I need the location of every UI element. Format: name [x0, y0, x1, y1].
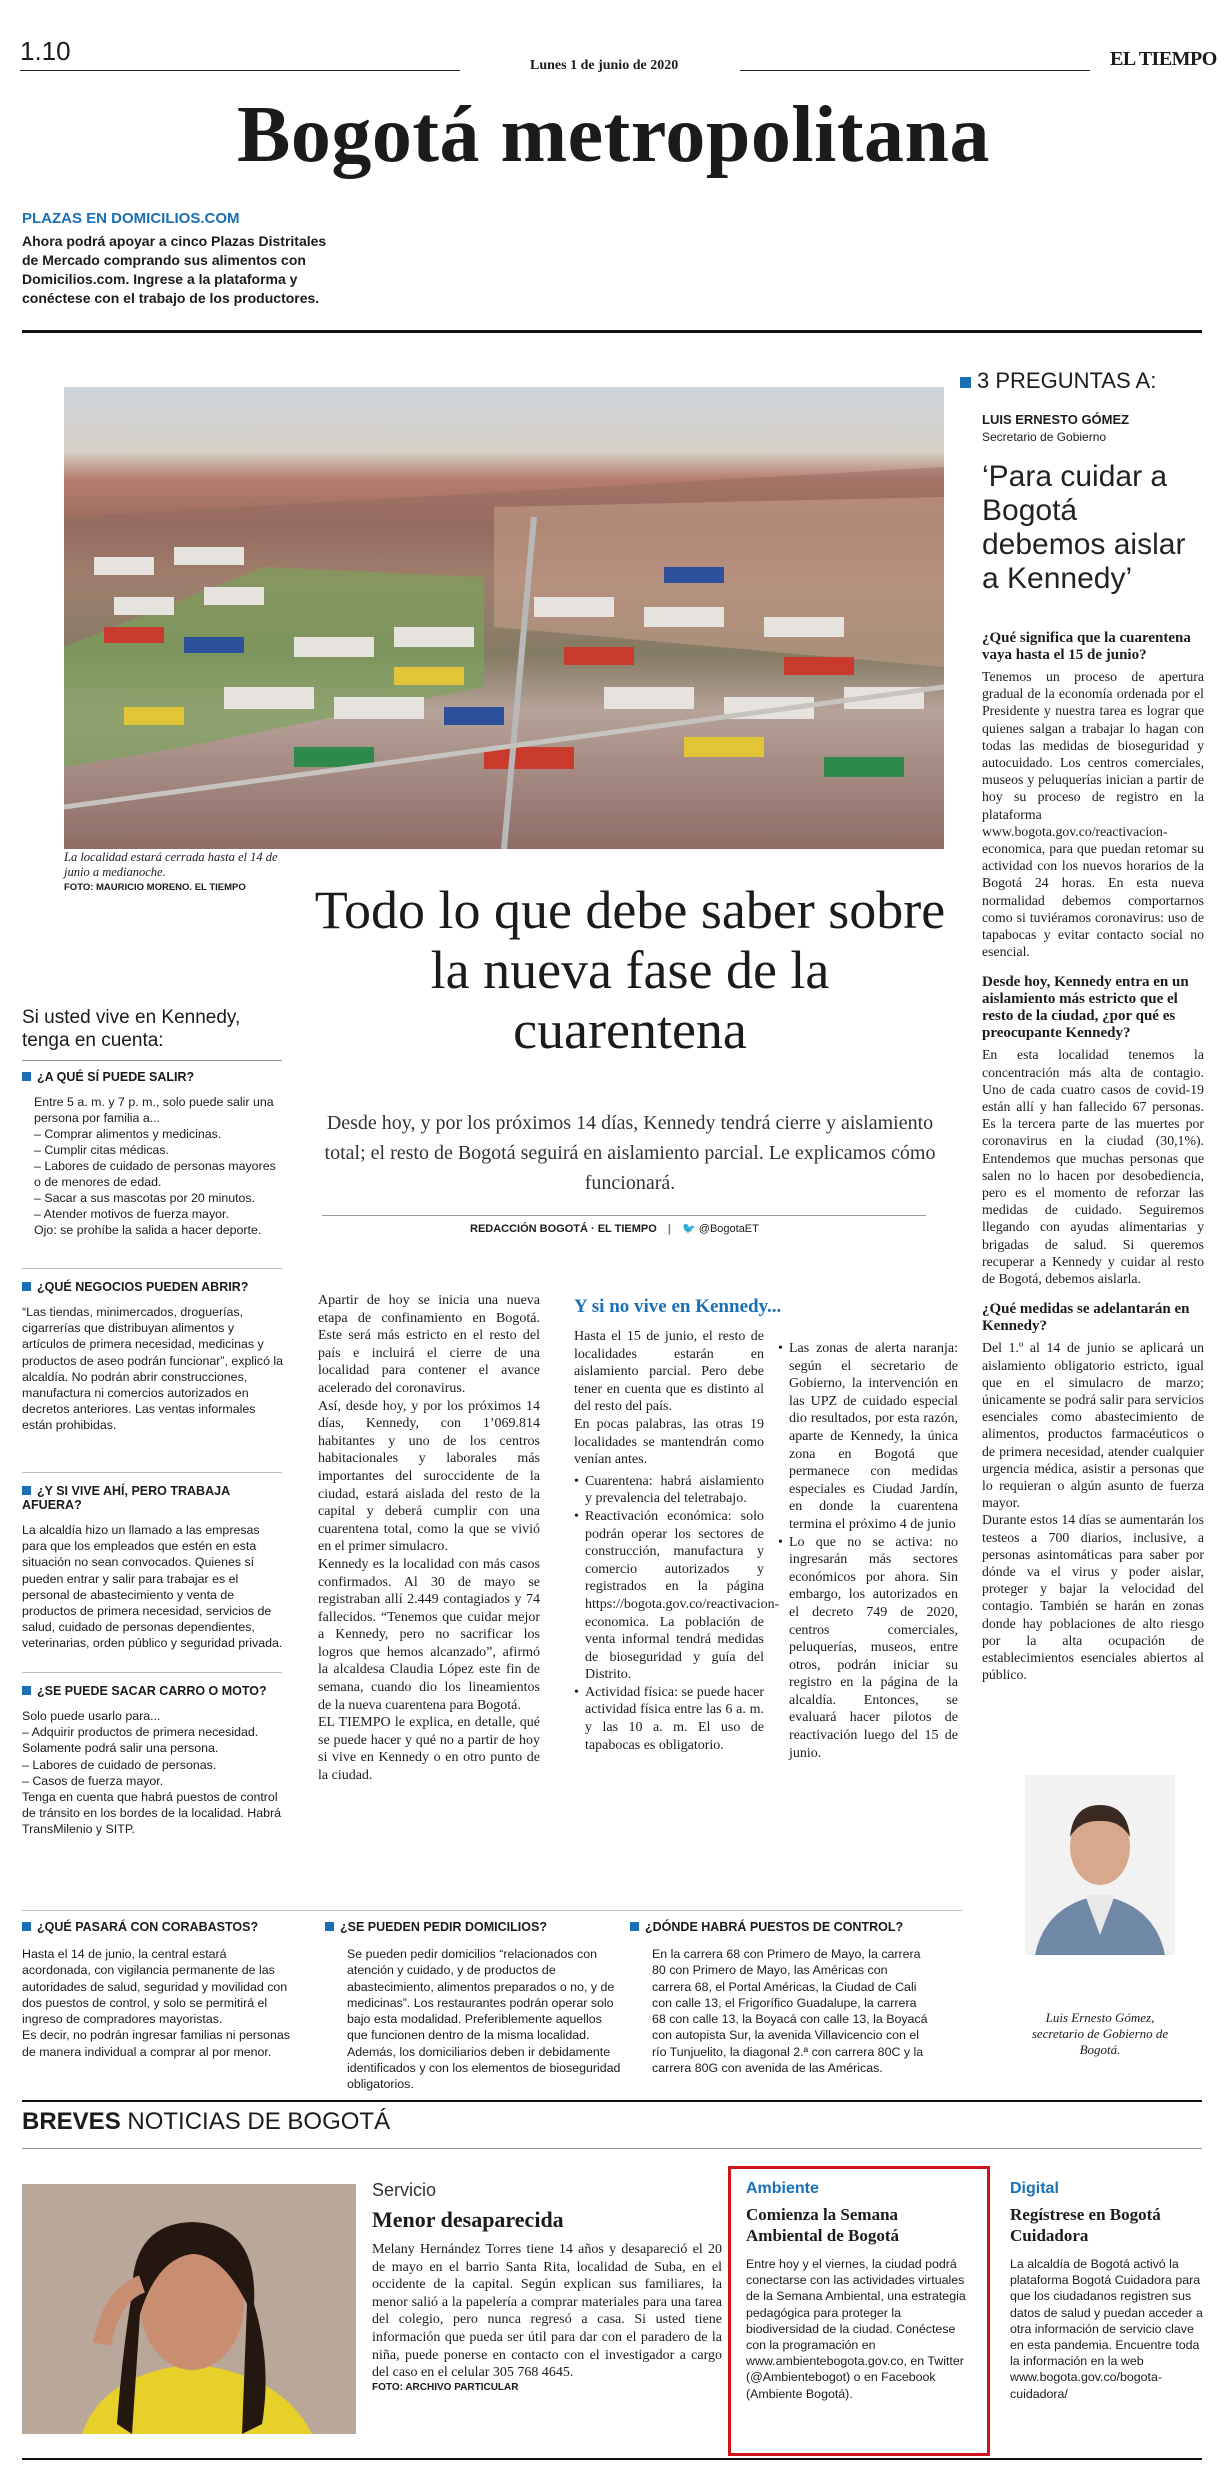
breve-item [372, 2180, 722, 2393]
page-number: 1.10 [20, 36, 71, 66]
missing-girl-photo [22, 2184, 356, 2434]
list-item: • Reactivación económica: solo podrán operar los sectores de construcción, manufactura y comercio autorizados y registrados en la página https://bogota.gov.co/reactivacion-economica. La población de venta informal tendrá medidas de bioseguridad y guía del Distrito. [574, 1508, 764, 1684]
sidebar-section [22, 1684, 284, 1838]
info-box-title: ¿DÓNDE HABRÁ PUESTOS DE CONTROL? [645, 1920, 904, 1934]
portrait-photo [1025, 1775, 1175, 1955]
kennedy-aerial-photo [64, 387, 944, 849]
breves-sublabel: NOTICIAS DE BOGOTÁ [127, 2108, 391, 2135]
sidebar-section-title: ¿Y SI VIVE AHÍ, PERO TRABAJA AFUERA? [22, 1484, 230, 1512]
byline-twitter: @BogotaET [698, 1223, 759, 1235]
info-box-text: Hasta el 14 de junio, la central estará acordonada, con vigilancia permanente de las autoridades de salud, seguridad y movilidad con dos puestos de control, y solo se permitirá el ingreso de compradores mayoristas. Es decir, no podrán ingresar familias ni personas de manera individual a comprar al por menor. [22, 1947, 290, 2059]
info-box [22, 1920, 297, 2060]
article-column-2 [574, 1328, 780, 1754]
breve-text: La alcaldía de Bogotá activó la plataforma Bogotá Cuidadora para que los ciudadanos registren sus datos de salud y puedan acceder a otra información de servicio clave en esta pandemia. Encuentre toda la información en la web www.bogota.gov.co/bogota-cuidadora/ [1010, 2257, 1203, 2401]
sidebar-section-text: Solo puede usarlo para... – Adquirir productos de primera necesidad. Solamente podrá salir una persona. – Labores de cuidado de personas. – Casos de fuerza mayor. Tenga en cuenta que habrá puestos de control de tránsito en los bordes de la localidad. Habrá TransMilenio y SITP. [22, 1709, 281, 1837]
breve-text: Melany Hernández Torres tiene 14 años y desapareció el 20 de mayo en el barrio Santa Rita, localidad de Suba, en el occidente de la capital. Según explican sus familiares, la menor salió a la papelería a comprar materiales para una tarea del colegio, pero nunca regresó a casa. Si usted tiene información que pueda ser útil para dar con el paradero de la niña, puede ponerse en contacto con el investigador a cargo del caso en el celular 305 768 4645. [372, 2242, 722, 2381]
breve-text: Entre hoy y el viernes, la ciudad podrá conectarse con las actividades virtuales de la Semana Ambiental, una estrategia pedagógica para proteger la biodiversidad de la ciudad. Conéctese con la programación en www.ambientebogota.gov.co, en Twitter (@Ambientebogot) o en Facebook (Ambiente Bogotá). [746, 2257, 966, 2401]
breve-title: Regístrese en Bogotá Cuidadora [1010, 2205, 1161, 2245]
sidebar-section-text: “Las tiendas, minimercados, droguerías, cigarrerías que distribuyan alimentos y artículos de primera necesidad, medicinas y productos de aseo podrán funcionar”, explicó la alcaldía. No podrán abrir construcciones, manufactura ni comercios autorizados en decretos anteriores. Las ventas informales están prohibidas. [22, 1305, 284, 1433]
question: ¿Qué medidas se adelantarán en Kennedy? [982, 1301, 1190, 1335]
date-line: Lunes 1 de junio de 2020 [530, 58, 679, 73]
portrait-caption: Luis Ernesto Gómez, secretario de Gobierno de Bogotá. [1031, 2010, 1169, 2057]
breve-item [1010, 2180, 1210, 2402]
photo-credit: FOTO: MAURICIO MORENO. EL TIEMPO [64, 882, 246, 893]
answer: Del 1.º al 14 de junio se aplicará un aislamiento obligatorio estricto, igual que en el simulacro de marzo; únicamente se podrá salir para servicios esenciales como abastecimiento de alimentos, productos farmacéuticos o de primera necesidad, atender cualquier urgencia médica, asistir a personas que lo requieran o algún asunto de fuerza mayor. Durante estos 14 días se aumentarán los testeos a 700 diarios, inclusive, a personas asintomáticas para saber por dónde va el virus y poder aislar, proteger y bajar la velocidad del contagio. También se harán en zonas donde hay poblaciones de alto riesgo por la alta ocupación de establecimientos esenciales abiertos al público. [982, 1340, 1204, 1683]
interview-kicker: 3 PREGUNTAS A: [977, 368, 1157, 393]
sidebar-section [22, 1484, 284, 1652]
breve-item [746, 2180, 976, 2402]
question: ¿Qué significa que la cuarentena vaya hasta el 15 de junio? [982, 630, 1191, 663]
sidebar-section-title: ¿QUÉ NEGOCIOS PUEDEN ABRIR? [37, 1280, 249, 1294]
breve-kicker: Ambiente [746, 2180, 819, 2197]
promo-text: Ahora podrá apoyar a cinco Plazas Distritales de Mercado comprando sus alimentos con Domicilios.com. Ingrese a la plataforma y conéctese con el trabajo de los productores. [22, 233, 327, 306]
paper-logo: EL TIEMPO [1110, 48, 1217, 70]
list-item: • Cuarentena: habrá aislamiento y prevalencia del teletrabajo. [574, 1473, 764, 1508]
interview-qa [982, 630, 1204, 1683]
breve-credit: FOTO: ARCHIVO PARTICULAR [372, 2381, 519, 2393]
list-item: • Actividad física: se puede hacer actividad física entre las 6 a. m. y las 10 a. m. El uso de tapabocas es obligatorio. [574, 1684, 764, 1754]
article-column-1: Apartir de hoy se inicia una nueva etapa de confinamiento en Bogotá. Este será más estricto en el resto del país e incluirá el cierre de una localidad para contener el avance acelerado del coronavirus. Así, desde hoy, y por los próximos 14 días, Kennedy, con 1’069.814 habitantes y uno de los centros habitacionales y laborales más importantes del suroccidente de la ciudad, estará aislada del resto de la capital y deberá cumplir con una cuarentena total, como la que se vivió en el primer simulacro. Kennedy es la localidad con más casos confirmados. Al 30 de mayo se registraban allí 2.449 contagiados y 74 fallecidos. “Tenemos que cuidar mejor a Kennedy, pero no sacrificar los logros que hemos alcanzado”, afirmó la alcaldesa Claudia López este fin de semana, cuando dio los lineamientos de la nueva cuarentena para Bogotá. EL TIEMPO le explica, en detalle, qué se puede hacer y qué no a partir de hoy si vive en Kennedy o en otro punto de la ciudad. [318, 1293, 540, 1784]
photo-caption: La localidad estará cerrada hasta el 14 de junio a medianoche. [64, 850, 278, 879]
sidebar-section-title: ¿A QUÉ SÍ PUEDE SALIR? [37, 1070, 195, 1084]
section-title: Bogotá metropolitana [237, 91, 990, 179]
sidebar-section-text: Entre 5 a. m. y 7 p. m., solo puede salir una persona por familia a... – Comprar alimentos y medicinas. – Cumplir citas médicas. – Labores de cuidado de personas mayores o de menores de edad. – Sacar a sus mascotas por 20 minutos. – Atender motivos de fuerza mayor. Ojo: se prohíbe la salida a hacer deporte. [34, 1095, 276, 1237]
twitter-icon: 🐦 [682, 1223, 696, 1235]
breve-kicker: Servicio [372, 2180, 437, 2200]
question: Desde hoy, Kennedy entra en un aislamiento más estricto que el resto de la ciudad, ¿por qué es preocupante Kennedy? [982, 974, 1189, 1042]
byline: REDACCIÓN BOGOTÁ · EL TIEMPO | 🐦 @BogotaET [470, 1223, 759, 1235]
promo-kicker: PLAZAS EN DOMICILIOS.COM [22, 210, 240, 227]
info-box [630, 1920, 930, 2076]
article-subhead: Y si no vive en Kennedy... [574, 1296, 782, 1317]
info-box [325, 1920, 625, 2093]
sidebar-section [22, 1070, 284, 1238]
sidebar-section-title: ¿SE PUEDE SACAR CARRO O MOTO? [37, 1684, 267, 1698]
sidebar-intro: Si usted vive en Kennedy, tenga en cuenta: [22, 1007, 241, 1051]
interview-name: LUIS ERNESTO GÓMEZ [982, 412, 1130, 427]
info-box-text: En la carrera 68 con Primero de Mayo, la carrera 80 con Primero de Mayo, las Américas con carrera 68, el Portal Américas, la Ciudad de Cali con calle 13, el Frigorífico Guadalupe, la carrera 68 con calle 13, la Boyacá con calle 13, la Boyacá con autopista Sur, la avenida Villavicencio con el río Tunjuelito, la diagonal 2.ª con carrera 80C y la carrera 80G con avenida de las Américas. [652, 1947, 928, 2076]
sidebar-section [22, 1280, 284, 1434]
breves-label: BREVES [22, 2108, 121, 2135]
answer: En esta localidad tenemos la concentración más alta de contagio. Uno de cada cuatro casos de covid-19 están allí y han fallecido 67 personas. Es la tercera parte de las muertes por coronavirus en la ciudad (30,1%). Entendemos que muchas personas que salen no lo hacen por desobediencia, pero es el momento de reforzar las medidas de cuidado. Seguiremos llegando con ayudas alimentarias y brigadas de salud. Si queremos recuperar a Kennedy y cuidar al resto de Bogotá, debemos aislarla. [982, 1047, 1204, 1287]
sidebar-section-text: La alcaldía hizo un llamado a las empresas para que los empleados que estén en esta situación no sean convocados. Quienes sí pueden entrar y salir para trabajar es el personal de abastecimiento y venta de productos de primera necesidad, servicios de salud, cuidado de personas dependientes, veterinarias, orden público y seguridad privada. [22, 1523, 283, 1651]
list-item: • Lo que no se activa: no ingresarán más sectores económicos por ahora. Sin embargo, los autorizados en el decreto 749 de 2020, centros comerciales, peluquerías, museos, entre otros, podrán iniciar su registro en la página de la alcaldía. Entonces, se evaluará hacer pilotos de reactivación luego del 15 de junio. [778, 1534, 958, 1763]
breves-header [22, 2108, 390, 2136]
byline-author: REDACCIÓN BOGOTÁ · EL TIEMPO [470, 1223, 657, 1235]
list-item: • Las zonas de alerta naranja: según el secretario de Gobierno, la intervención en las UPZ de cuidado especial dio resultados, por esta razón, aparte de Kennedy, la única zona en Bogotá que permanece con medidas especiales es Ciudad Jardín, en donde la cuarentena termina el próximo 4 de junio [778, 1340, 958, 1534]
interview-quote: ‘Para cuidar a Bogotá debemos aislar a Kennedy’ [982, 460, 1186, 595]
interview-role: Secretario de Gobierno [982, 430, 1107, 444]
deck: Desde hoy, y por los próximos 14 días, Kennedy tendrá cierre y aislamiento total; el resto de Bogotá seguirá en aislamiento parcial. Le explicamos cómo funcionará. [324, 1112, 936, 1194]
info-box-text: Se pueden pedir domicilios “relacionados con atención y cuidado, y de productos de abastecimiento, alimentos preparados o no, y de medicinas”. Los restaurantes podrán operar solo bajo esta modalidad. Preferiblemente aquellos que funcionen dentro de la misma localidad. Además, los domiciliarios deben ir debidamente identificados y con los elementos de bioseguridad obligatorios. [347, 1947, 621, 2092]
article-column-3 [778, 1340, 958, 1762]
info-box-title: ¿QUÉ PASARÁ CON CORABASTOS? [37, 1920, 259, 1934]
breve-title: Comienza la Semana Ambiental de Bogotá [746, 2205, 899, 2245]
breve-kicker: Digital [1010, 2180, 1059, 2197]
article-column-2-text: Hasta el 15 de junio, el resto de localidades estarán en aislamiento parcial. Pero debe tener en cuenta que es distinto al del resto del país. En pocas palabras, las otras 19 localidades se mantendrán como venían antes. [574, 1329, 764, 1468]
info-box-title: ¿SE PUEDEN PEDIR DOMICILIOS? [340, 1920, 547, 1934]
breve-title: Menor desaparecida [372, 2207, 564, 2232]
answer: Tenemos un proceso de apertura gradual de la economía ordenada por el Presidente y nuestra tarea es lograr que quienes salgan a trabajar lo hagan con todas las medidas de bioseguridad y autocuidado. Los centros comerciales, museos y peluquerías inician a partir de hoy su proceso de registro en la plataforma www.bogota.gov.co/reactivacion-economica, para que puedan retomar su actividad con los nuevos horarios de la Bogotá 24 horas. En esta nueva normalidad debemos comportarnos como si tuviéramos coronavirus: uso de tapabocas y evitar contacto social no esencial. [982, 669, 1204, 960]
main-headline: Todo lo que debe saber sobre la nueva fase de la cuarentena [314, 880, 946, 1060]
